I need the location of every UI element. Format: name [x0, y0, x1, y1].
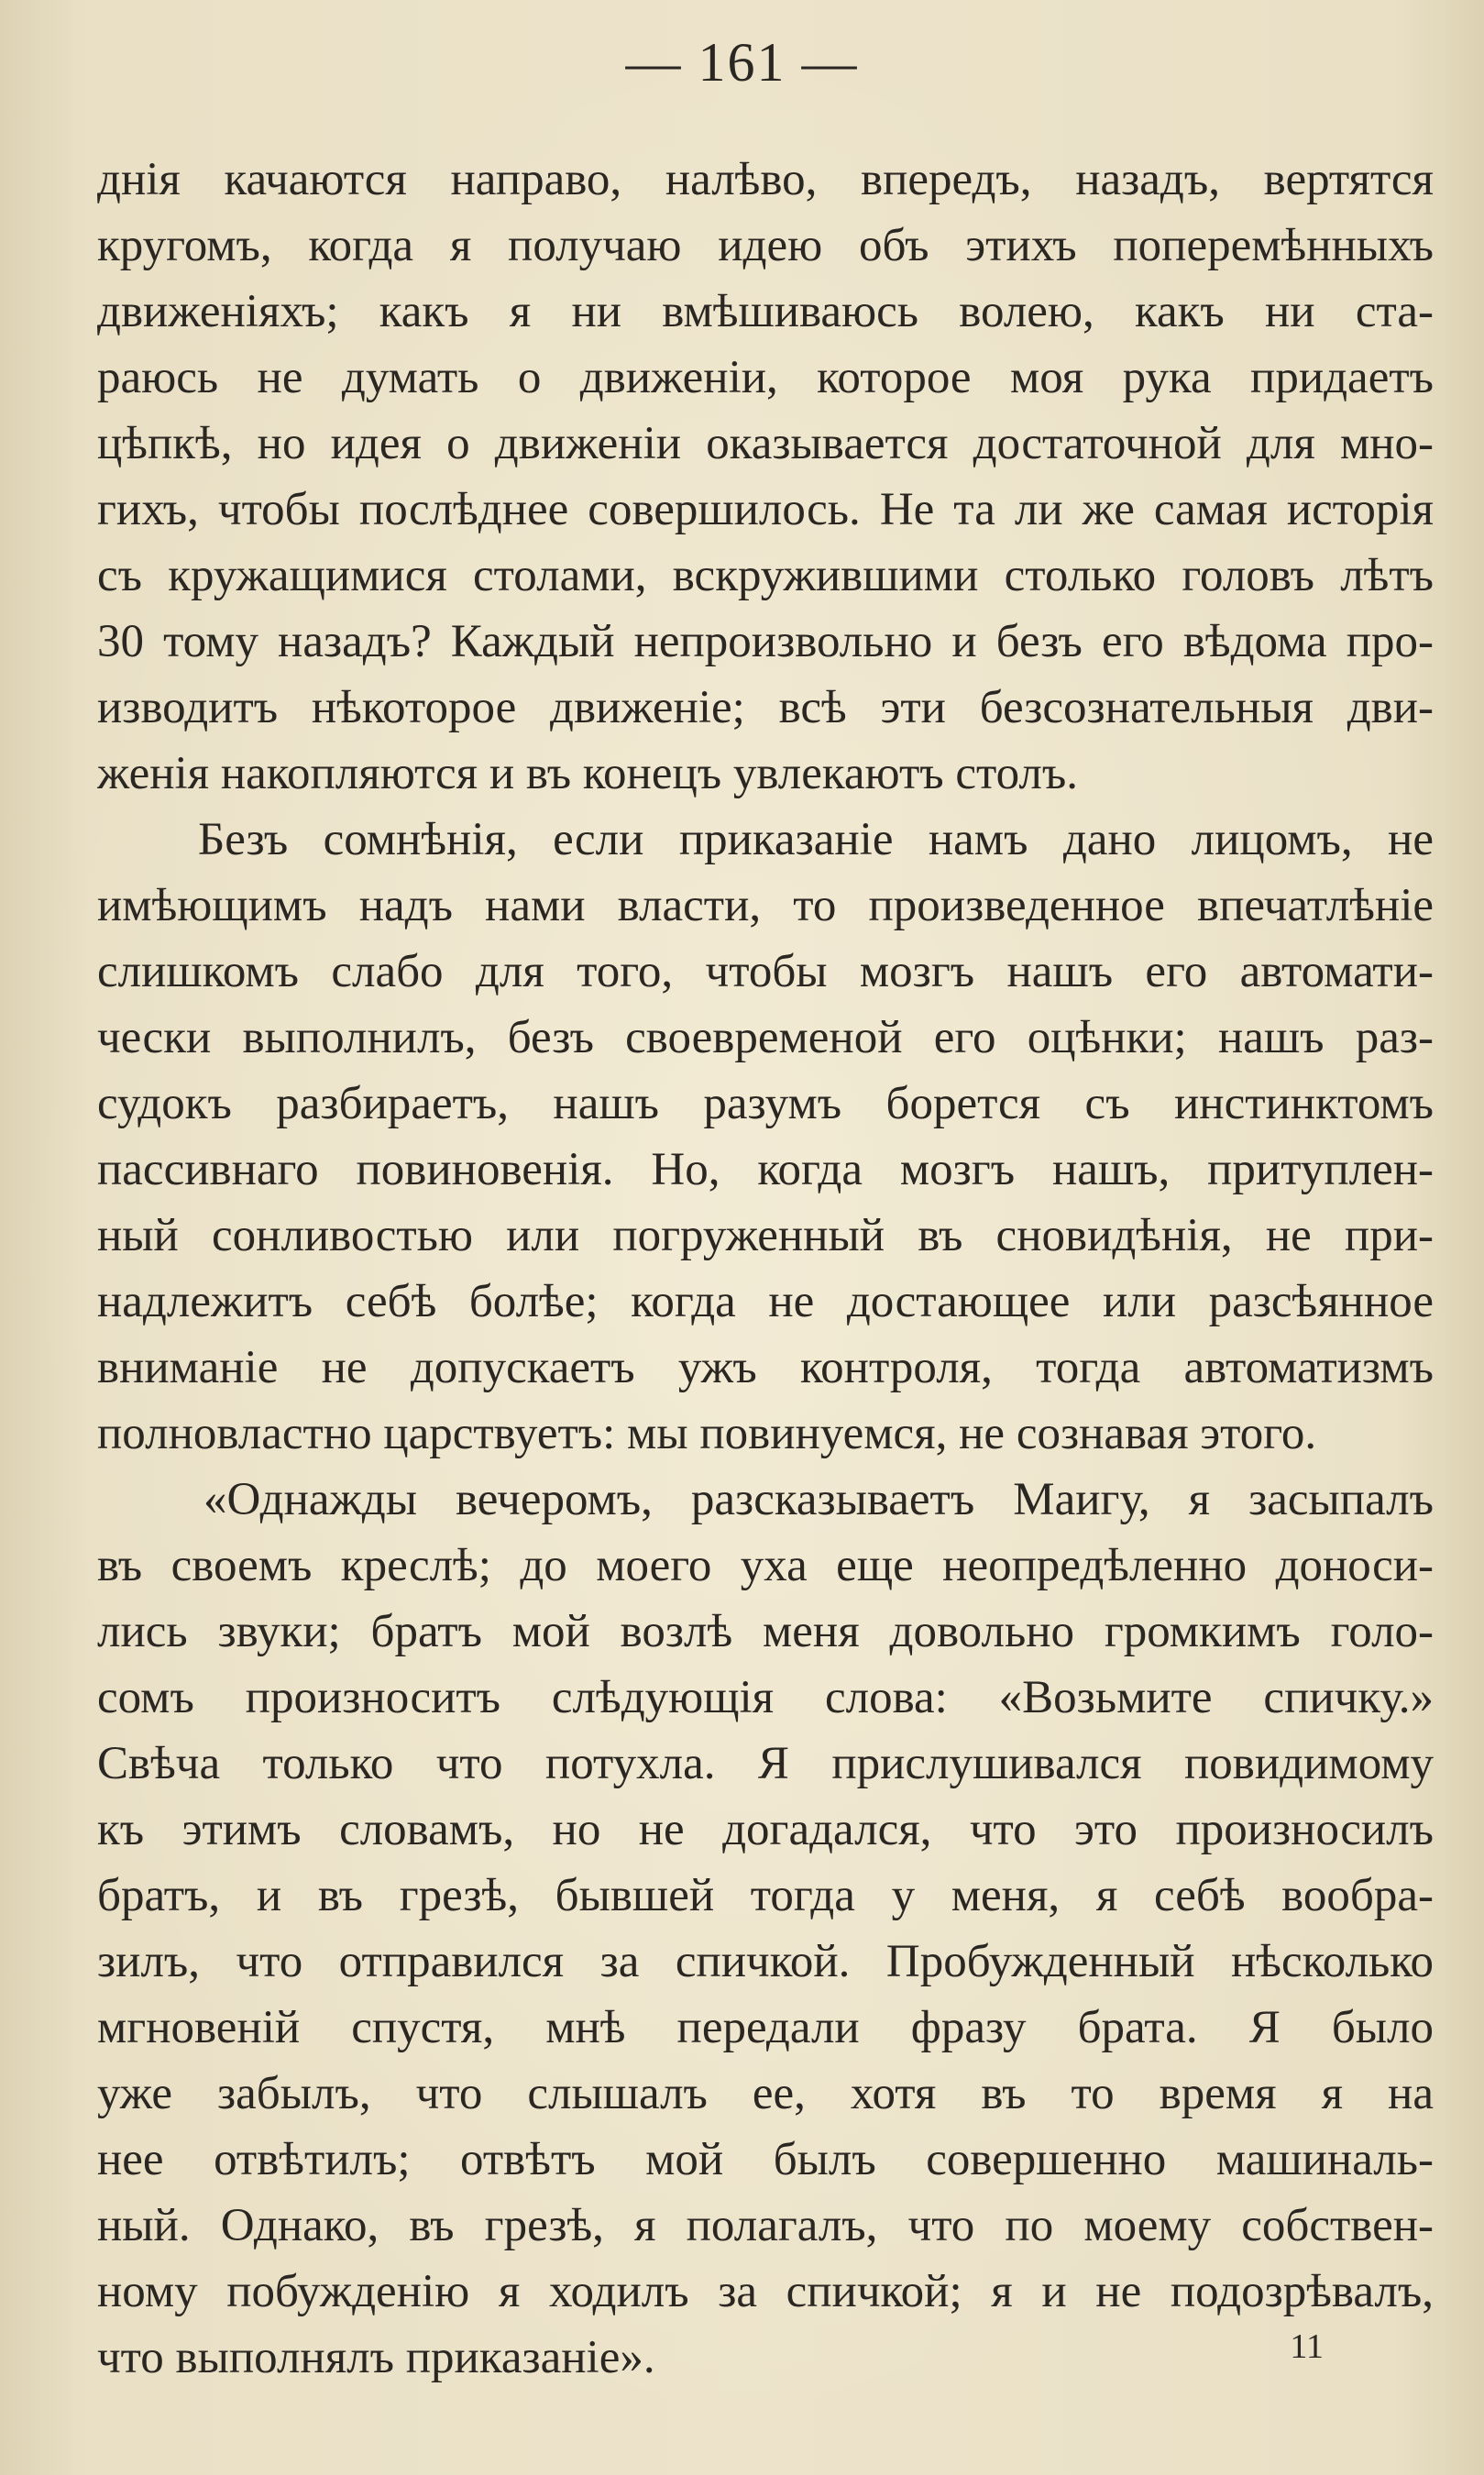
text-line: пассивнаго повиновенія. Но, когда мозгъ нашъ, притуплен- — [97, 1144, 1434, 1195]
text-line: слишкомъ слабо для того, чтобы мозгъ нашъ его автомати- — [97, 946, 1434, 997]
text-line: къ этимъ словамъ, но не догадался, что это произносилъ — [97, 1804, 1434, 1855]
text-line: ному побужденію я ходилъ за спичкой; я и не подозрѣвалъ, — [97, 2266, 1434, 2317]
text-line: сомъ произноситъ слѣдующія слова: «Возьмите спичку.» — [97, 1672, 1434, 1723]
text-line: Безъ сомнѣнія, если приказаніе намъ дано лицомъ, не — [198, 814, 1434, 865]
text-line: Свѣча только что потухла. Я прислушивался повидимому — [97, 1738, 1434, 1789]
text-line: «Однажды вечеромъ, разсказываетъ Маигу, я засыпалъ — [203, 1474, 1434, 1525]
text-line: надлежитъ себѣ болѣе; когда не достающее или разсѣянное — [97, 1276, 1434, 1327]
text-line: мгновеній спустя, мнѣ передали фразу брата. Я было — [97, 2002, 1434, 2053]
text-line: лись звуки; братъ мой возлѣ меня довольно громкимъ голо- — [97, 1606, 1434, 1657]
text-line: имѣющимъ надъ нами власти, то произведенное впечатлѣніе — [97, 880, 1434, 931]
text-line: изводитъ нѣкоторое движеніе; всѣ эти безсознательныя дви- — [97, 682, 1434, 733]
text-line: братъ, и въ грезѣ, бывшей тогда у меня, я себѣ вообра- — [97, 1870, 1434, 1921]
text-line: чески выполнилъ, безъ своевременой его оцѣнки; нашъ раз- — [97, 1012, 1434, 1063]
text-line: кругомъ, когда я получаю идею объ этихъ поперемѣнныхъ — [97, 220, 1434, 271]
text-line: нее отвѣтилъ; отвѣтъ мой былъ совершенно машиналь- — [97, 2134, 1434, 2185]
text-line: ный. Однако, въ грезѣ, я полагалъ, что по моему собствен- — [97, 2200, 1434, 2251]
text-line: судокъ разбираетъ, нашъ разумъ борется съ инстинктомъ — [97, 1078, 1434, 1129]
text-line: что выполнялъ приказаніе». — [97, 2332, 655, 2383]
text-line: въ своемъ креслѣ; до моего уха еще неопредѣленно доноси- — [97, 1540, 1434, 1591]
text-line: вниманіе не допускаетъ ужъ контроля, тогда автоматизмъ — [97, 1342, 1434, 1393]
text-line: днія качаются направо, налѣво, впередъ, назадъ, вертятся — [97, 154, 1434, 205]
text-line: зилъ, что отправился за спичкой. Пробужденный нѣсколько — [97, 1936, 1434, 1987]
text-line: гихъ, чтобы послѣднее совершилось. Не та ли же самая исторія — [97, 484, 1434, 535]
body-text — [97, 147, 1434, 2391]
text-line: ный сонливостью или погруженный въ сновидѣнія, не при- — [97, 1210, 1434, 1261]
text-line: женія накопляются и въ конецъ увлекаютъ столъ. — [97, 748, 1079, 799]
text-line: уже забылъ, что слышалъ ее, хотя въ то время я на — [97, 2068, 1434, 2119]
text-line: съ кружащимися столами, вскружившими столько головъ лѣтъ — [97, 550, 1434, 601]
text-line: цѣпкѣ, но идея о движеніи оказывается достаточной для мно- — [97, 418, 1434, 469]
text-line: движеніяхъ; какъ я ни вмѣшиваюсь волею, какъ ни ста- — [97, 286, 1434, 337]
page-number: — 161 — — [625, 32, 859, 93]
text-line: раюсь не думать о движеніи, которое моя рука придаетъ — [97, 352, 1434, 403]
text-line: 30 тому назадъ? Каждый непроизвольно и безъ его вѣдома про- — [97, 616, 1434, 667]
text-line: полновластно царствуетъ: мы повинуемся, не сознавая этого. — [97, 1408, 1317, 1459]
signature-mark: 11 — [1290, 2327, 1324, 2366]
